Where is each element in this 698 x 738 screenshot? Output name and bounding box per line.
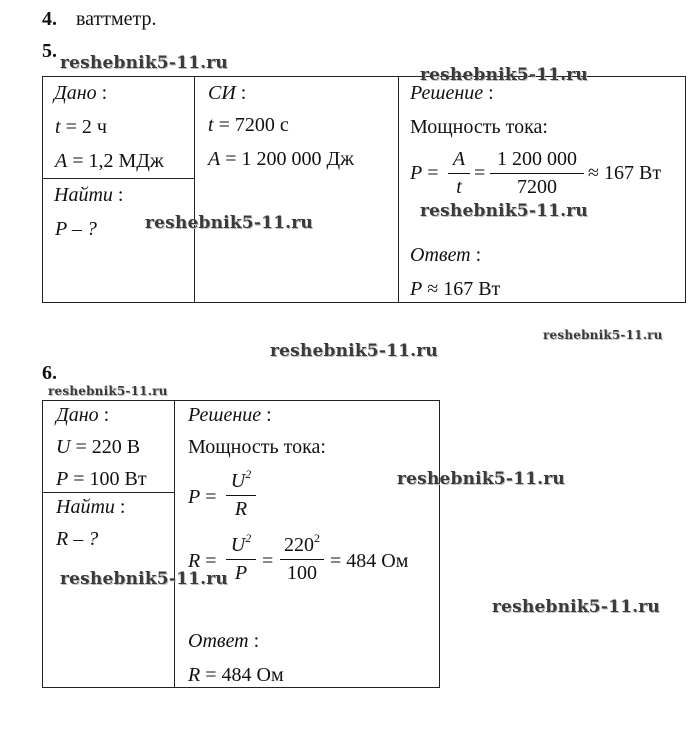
- problem-5-table: [42, 76, 686, 303]
- given-t-5: t = 2 ч: [55, 116, 107, 138]
- watermark-text: reshebnik5-11.ru: [492, 597, 660, 617]
- problem-6-divider: [174, 400, 175, 688]
- given-u-6: U = 220 В: [56, 436, 141, 458]
- reshenie-label-6: Решение :: [188, 404, 272, 426]
- given-a-5: A = 1,2 МДж: [55, 150, 164, 172]
- result-6: = 484 Ом: [330, 550, 409, 572]
- power-text-6: Мощность тока:: [188, 436, 326, 458]
- find-p-5: P – ?: [55, 218, 97, 240]
- fraction-numeric-6: $220^2$ 100: [280, 534, 324, 585]
- problem-4-answer: ваттметр.: [76, 8, 157, 30]
- formula-p-6: P =: [188, 486, 217, 508]
- watermark-text: reshebnik5-11.ru: [397, 469, 565, 489]
- equals-6: =: [262, 550, 274, 572]
- power-text-5: Мощность тока:: [410, 116, 548, 138]
- given-p-6: P = 100 Вт: [56, 468, 147, 490]
- problem-5-given-divider: [42, 178, 195, 179]
- fraction-u2-over-r: $U^2$ R: [226, 470, 256, 521]
- dano-label-6: Дано :: [56, 404, 110, 426]
- problem-6-number: 6.: [42, 362, 57, 384]
- reshenie-label-5: Решение :: [410, 82, 494, 104]
- watermark-text: reshebnik5-11.ru: [145, 213, 313, 233]
- watermark-text: reshebnik5-11.ru: [420, 201, 588, 221]
- si-a: A = 1 200 000 Дж: [208, 148, 354, 170]
- watermark-text: reshebnik5-11.ru: [270, 341, 438, 361]
- watermark-text: reshebnik5-11.ru: [60, 569, 228, 589]
- result-5: ≈ 167 Вт: [588, 162, 662, 184]
- fraction-u2-over-p: $U^2$ P: [226, 534, 256, 585]
- najti-label-6: Найти :: [56, 496, 126, 518]
- equals-5: =: [474, 162, 486, 184]
- formula-5: P =: [410, 162, 439, 184]
- najti-label-5: Найти :: [54, 184, 124, 206]
- otvet-label-5: Ответ :: [410, 244, 482, 266]
- dano-label-5: Дано :: [54, 82, 108, 104]
- watermark-text: reshebnik5-11.ru: [60, 53, 228, 73]
- otvet-label-6: Ответ :: [188, 630, 260, 652]
- problem-5-number: 5.: [42, 40, 57, 62]
- problem-6-given-divider: [42, 492, 175, 493]
- answer-5: P ≈ 167 Вт: [410, 278, 501, 300]
- watermark-text: reshebnik5-11.ru: [420, 65, 588, 85]
- watermark-text: reshebnik5-11.ru: [48, 384, 168, 398]
- si-label: СИ :: [208, 82, 247, 104]
- problem-5-divider-1: [194, 76, 195, 303]
- answer-6: R = 484 Ом: [188, 664, 284, 686]
- formula-r-6: R =: [188, 550, 217, 572]
- problem-5-divider-2: [398, 76, 399, 303]
- si-t: t = 7200 с: [208, 114, 289, 136]
- problem-4-number: 4.: [42, 8, 57, 30]
- find-r-6: R – ?: [56, 528, 99, 550]
- watermark-text: reshebnik5-11.ru: [543, 328, 663, 342]
- fraction-a-over-t: A t: [448, 148, 470, 199]
- fraction-numeric-5: 1 200 000 7200: [490, 148, 584, 199]
